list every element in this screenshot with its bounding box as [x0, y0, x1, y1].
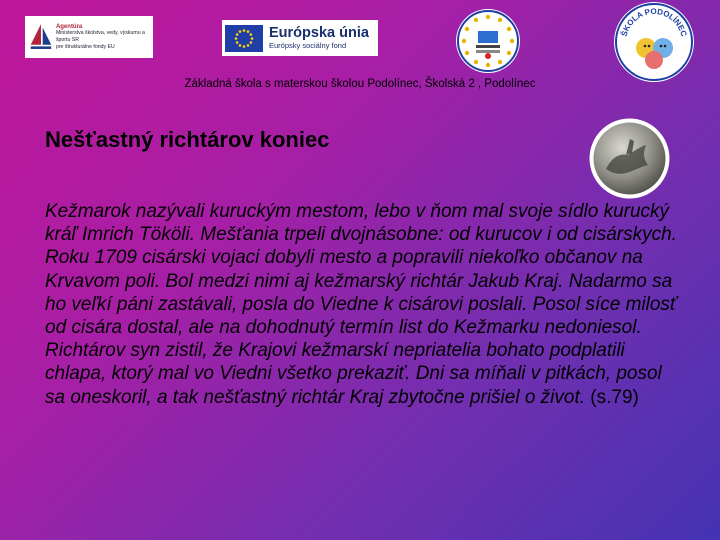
agency-logo-text: [56, 24, 153, 50]
school-logo: [614, 2, 694, 82]
eu-title: Európska únia: [269, 24, 369, 41]
sail-icon: [29, 20, 53, 54]
agency-line-1: Agentúra: [55, 23, 83, 30]
slide-body: [45, 200, 685, 409]
school-logo-text: ŠKOLA PODOLÍNEC: [619, 6, 689, 38]
agency-line-2: Ministerstva školstva, vedy, výskumu a športu SR: [55, 30, 145, 43]
slide-title: Nešťastný richtárov koniec: [45, 127, 330, 152]
agency-logo: [25, 16, 153, 58]
project-emblem-icon: [456, 9, 520, 73]
eu-logo: [222, 20, 378, 56]
page-reference: (s.79): [590, 386, 639, 408]
eu-flag-icon: [225, 25, 263, 52]
school-name: Základná škola s materskou školou Podolínec, Školská 2 , Podolínec: [184, 78, 536, 90]
agency-line-3: pre štrukturálne fondy EU: [55, 43, 115, 50]
body-text: Kežmarok nazývali kuruckým mestom, lebo v ňom mal svoje sídlo kurucký kráľ Imrich Tököli. Mešťania trpeli dvojnásobne: od kurucov i od cisárskych. Roku 1709 cisárski vojaci dobyli mesto a popravili niekoľko občanov na Krvavom poli. Bol medzi nimi aj kežmarský richtár Jakub Kraj. Nadarmo sa ho veľkí páni zastávali, posla do Viedne k cisárovi poslali. Posol síce milosť od cisára dostal, ale na dohodnutý termín list do Kežmarku nedoniesol. Richtárov syn zistil, že Krajovi kežmarskí nepriatelia bohato podplatili chlapa, ktorý mal vo Viedni všetko prekaziť. Dni sa míňali v pitkách, posol sa oneskoril, a tak nešťastný richtár Kraj zbytočne prišiel o život.: [45, 201, 677, 408]
coin-image-icon: [588, 117, 671, 200]
eu-subtitle: Európsky sociálny fond: [269, 40, 347, 50]
